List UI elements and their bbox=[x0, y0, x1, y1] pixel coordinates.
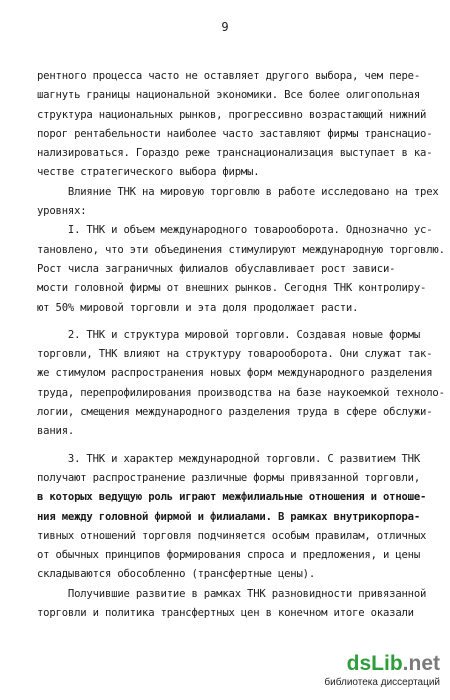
text-line: I. ТНК и объем международного товарооборота. Однозначно ус- bbox=[37, 224, 433, 237]
text-line: вания. bbox=[37, 425, 75, 438]
text-line: рентного процесса часто не оставляет другого выбора, чем пере- bbox=[37, 70, 421, 82]
text-line: тановлено, что эти объединения стимулируют международную торговлю. bbox=[37, 243, 445, 256]
text-line: структура национальных рынков, прогрессивно возрастающий нижний bbox=[37, 108, 427, 121]
logo-name: dsLib bbox=[346, 652, 403, 675]
text-line: Влияние ТНК на мировую торговлю в работе исследовано на трех bbox=[37, 185, 439, 198]
document-body bbox=[37, 67, 445, 623]
text-line: ют 50% мировой торговли и эта доля продолжает расти. bbox=[37, 301, 359, 314]
paragraph-gap bbox=[37, 442, 423, 450]
text-line: складываются обособленно (трансфертные цены). bbox=[37, 568, 316, 581]
logo-suffix: .net bbox=[402, 652, 440, 675]
text-line: мости головной фирмы от внешних рынков. Сегодня ТНК контролиру- bbox=[37, 282, 427, 295]
text-line: получают распространение различные формы привязанной торговли, bbox=[37, 471, 421, 484]
page-number: 9 bbox=[221, 20, 229, 34]
text-line: тивных отношений торговля подчиняется особым правилам, отличных bbox=[37, 529, 427, 542]
text-line: Рост числа заграничных филиалов обуславливает рост зависи- bbox=[37, 262, 396, 275]
text-line: уровнях: bbox=[37, 205, 87, 218]
paragraph-gap bbox=[37, 318, 423, 326]
text-line: честве стратегического выбора фирмы. bbox=[37, 166, 260, 179]
text-line: 3. ТНК и характер международной торговли. С развитием ТНК bbox=[37, 452, 421, 465]
text-line: шагнуть границы национальной экономики. Все более олигопольная bbox=[37, 89, 421, 102]
text-line: труда, перепрофилирования производства на базе наукоемкой техноло- bbox=[37, 386, 445, 399]
text-line: же стимулом распространения новых форм международного разделения bbox=[37, 367, 433, 380]
text-line: ния между головной фирмой и филиалами. В рамках внутрикорпора- bbox=[37, 510, 421, 523]
text-line: торговли, ТНК влияют на структуру товарооборота. Они служат так- bbox=[37, 348, 433, 361]
watermark-subtitle: библиотека диссертаций bbox=[324, 677, 440, 688]
text-line: в которых ведущую роль играют межфилиальные отношения и отноше- bbox=[37, 491, 427, 504]
text-line: логии, смещения международного разделения труда в сфере обслужи- bbox=[37, 406, 433, 419]
text-line: Получившие развитие в рамках ТНК разновидности привязанной bbox=[37, 587, 427, 600]
dslib-logo bbox=[310, 652, 440, 676]
text-line: нализироваться. Гораздо реже транснационализация выступает в ка- bbox=[37, 147, 433, 160]
text-line: от обычных принципов формирования спроса и предложения, и цены bbox=[37, 549, 421, 562]
text-line: торговли и политика трансфертных цен в конечном итоге оказали bbox=[37, 607, 414, 620]
text-line: порог рентабельности наиболее часто заставляют фирмы транснацио- bbox=[37, 127, 433, 140]
text-line: 2. ТНК и структура мировой торговли. Создавая новые формы bbox=[37, 328, 421, 341]
dslib-watermark bbox=[310, 652, 440, 692]
